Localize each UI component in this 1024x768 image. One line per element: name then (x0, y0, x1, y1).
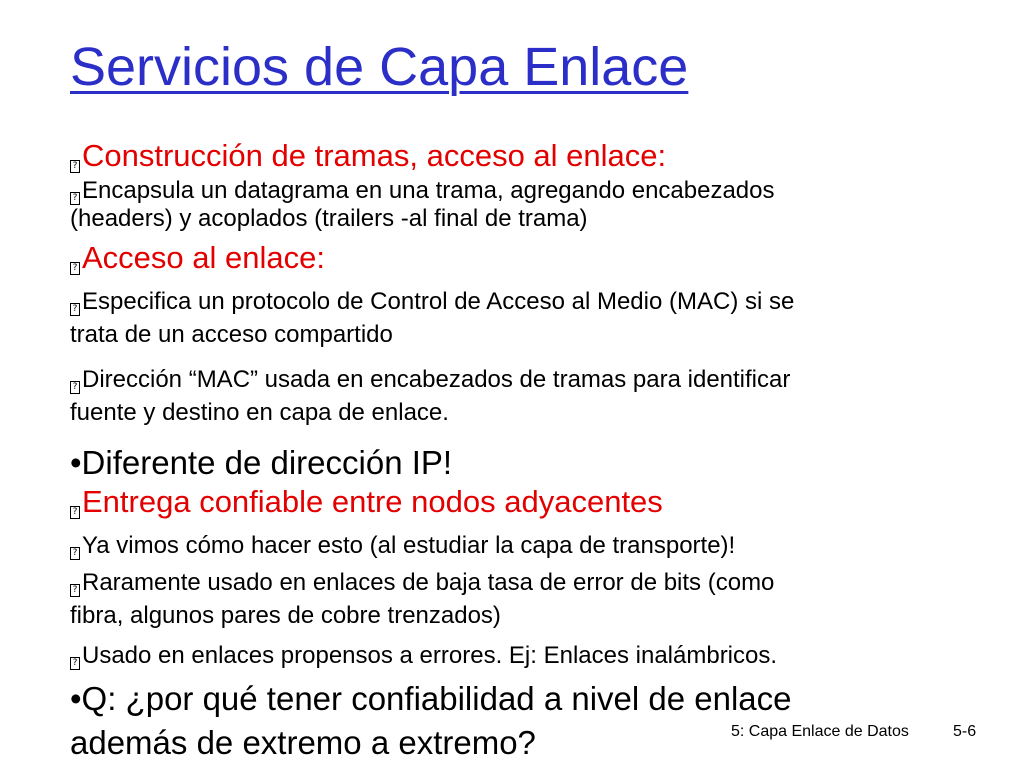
missing-glyph-icon: ? (70, 262, 80, 275)
bullet-text: Usado en enlaces propensos a errores. Ej: Enlaces inalámbricos. (82, 642, 778, 669)
bullet-low-error-links-cont: fibra, algunos pares de cobre trenzados) (70, 602, 501, 629)
bullet-mac-protocol-cont: trata de un acceso compartido (70, 321, 393, 348)
bullet-text: Ya vimos cómo hacer esto (al estudiar la capa de transporte)! (82, 532, 736, 559)
missing-glyph-icon: ? (70, 657, 80, 670)
bullet-encapsulation (70, 175, 775, 206)
bullet-heading-reliable-delivery (70, 482, 663, 522)
bullet-text: Raramente usado en enlaces de baja tasa de error de bits (como (82, 569, 775, 596)
bullet-mac-protocol (70, 286, 794, 317)
bullet-text: Acceso al enlace: (82, 240, 325, 275)
bullet-heading-framing (70, 136, 666, 176)
note-ip-difference: •Diferente de dirección IP! (70, 444, 453, 481)
slide-title: Servicios de Capa Enlace (70, 37, 689, 97)
missing-glyph-icon: ? (70, 303, 80, 316)
bullet-text: Construcción de tramas, acceso al enlace: (82, 138, 667, 173)
bullet-low-error-links (70, 567, 774, 598)
footer-page-number: 5-6 (953, 723, 977, 740)
missing-glyph-icon: ? (70, 192, 80, 205)
missing-glyph-icon: ? (70, 381, 80, 394)
bullet-mac-address-cont: fuente y destino en capa de enlace. (70, 399, 449, 426)
missing-glyph-icon: ? (70, 506, 80, 519)
bullet-text: Entrega confiable entre nodos adyacentes (82, 484, 663, 519)
footer-chapter: 5: Capa Enlace de Datos (731, 723, 909, 740)
bullet-heading-link-access (70, 238, 325, 278)
bullet-error-prone-links (70, 640, 777, 671)
bullet-text: Dirección “MAC” usada en encabezados de tramas para identificar (82, 366, 791, 393)
missing-glyph-icon: ? (70, 584, 80, 597)
missing-glyph-icon: ? (70, 160, 80, 173)
question-line-1: •Q: ¿por qué tener confiabilidad a nivel de enlace (70, 680, 792, 717)
question-line-2: además de extremo a extremo? (70, 724, 536, 761)
bullet-encapsulation-cont: (headers) y acoplados (trailers -al final de trama) (70, 205, 588, 232)
bullet-text: Especifica un protocolo de Control de Acceso al Medio (MAC) si se (82, 288, 795, 315)
missing-glyph-icon: ? (70, 547, 80, 560)
bullet-mac-address (70, 364, 790, 395)
bullet-text: Encapsula un datagrama en una trama, agregando encabezados (82, 177, 775, 204)
bullet-transport-layer (70, 530, 735, 561)
